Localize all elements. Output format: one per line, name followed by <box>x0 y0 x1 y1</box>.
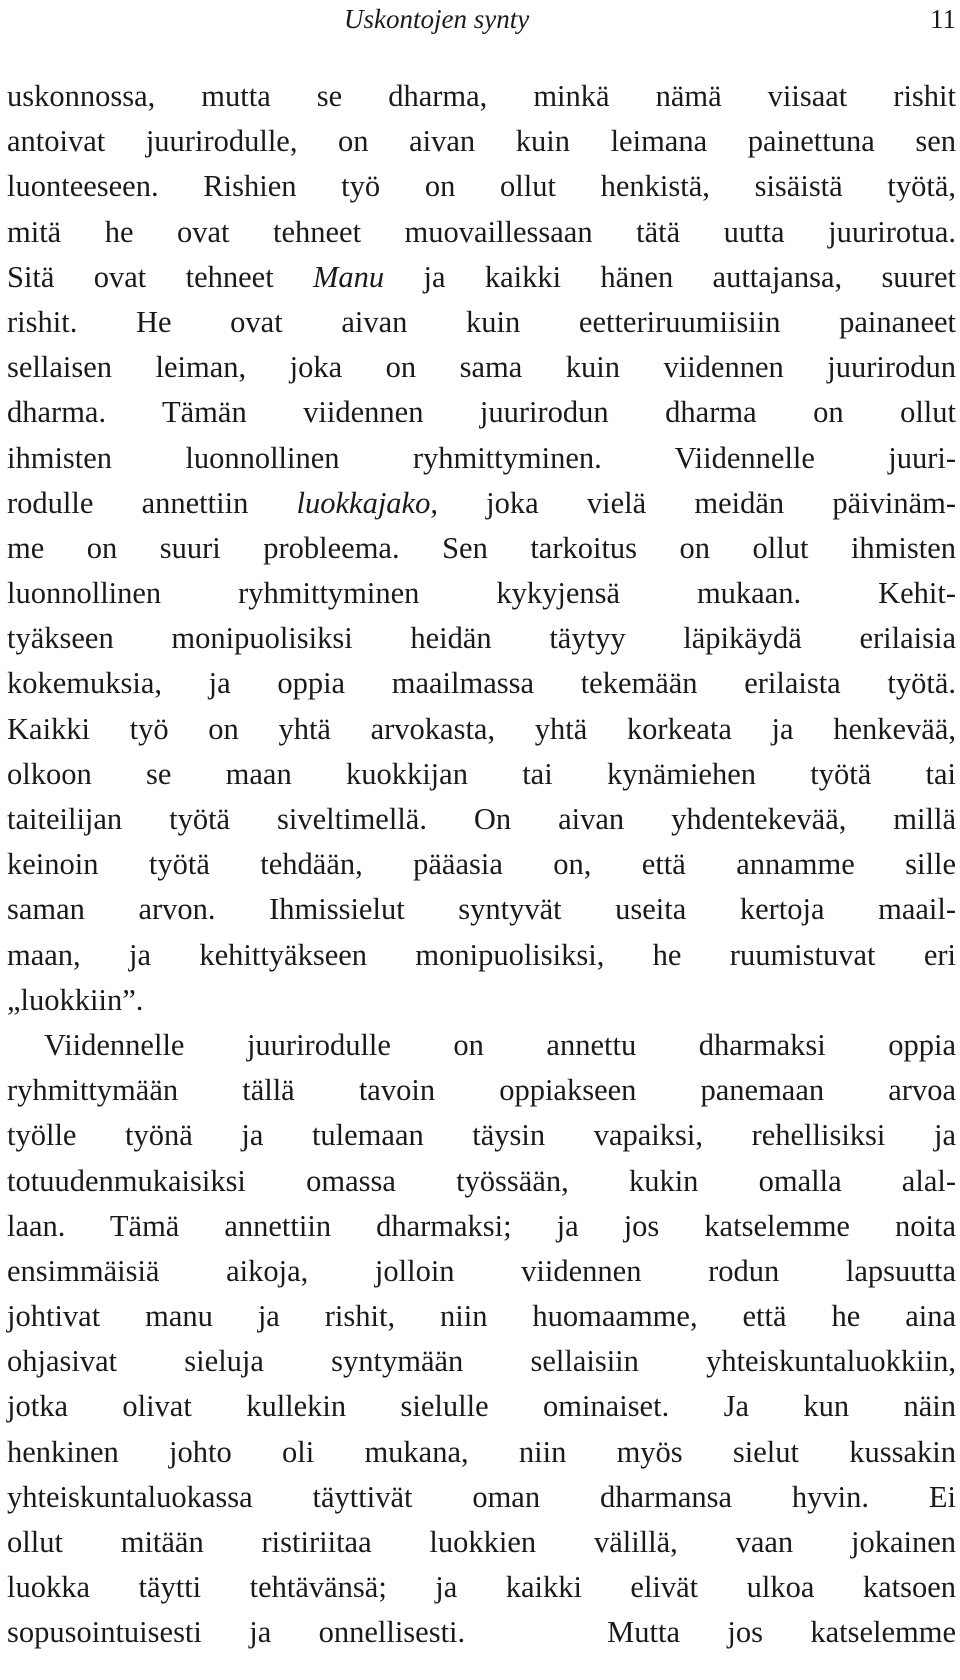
text-line: ohjasivat sieluja syntymään sellaisiin yhteiskuntaluokkiin, <box>7 1344 956 1379</box>
text-line: Viidennelle juurirodulle on annettu dharmaksi oppia <box>44 1027 956 1062</box>
italic-term: Manu <box>313 259 385 294</box>
text-line: saman arvon. Ihmissielut syntyvät useita kertoja maail- <box>7 892 956 927</box>
text-line: mitä he ovat tehneet muovaillessaan tätä uutta juurirotua. <box>7 214 956 249</box>
text-line: henkinen johto oli mukana, niin myös sielut kussakin <box>7 1434 956 1469</box>
text-line: totuudenmukaisiksi omassa työssään, kukin omalla alal- <box>7 1163 956 1198</box>
italic-term: luokkajako, <box>296 485 438 520</box>
text-line: olkoon se maan kuokkijan tai kynämiehen työtä tai <box>7 756 956 791</box>
page-number: 11 <box>930 4 956 34</box>
text-segment: Sitä ovat tehneet <box>7 259 313 294</box>
text-line: yhteiskuntaluokassa täyttivät oman dharmansa hyvin. Ei <box>7 1479 956 1514</box>
text-line: työlle työnä ja tulemaan täysin vapaiksi, rehellisiksi ja <box>7 1118 956 1153</box>
text-line: uskonnossa, mutta se dharma, minkä nämä viisaat rishit <box>7 79 956 113</box>
text-line: keinoin työtä tehdään, pääasia on, että annamme sille <box>7 847 956 882</box>
text-line <box>7 481 956 526</box>
running-title: Uskontojen synty <box>344 4 530 34</box>
text-line: laan. Tämä annettiin dharmaksi; ja jos katselemme noita <box>7 1208 956 1243</box>
text-line: ihmisten luonnollinen ryhmittyminen. Viidennelle juuri- <box>7 440 956 475</box>
text-line: taiteilijan työtä siveltimellä. On aivan yhdentekevää, millä <box>7 802 956 836</box>
text-line: sellaisen leiman, joka on sama kuin viidennen juurirodun <box>7 350 956 385</box>
text-line: Kaikki työ on yhtä arvokasta, yhtä korkeata ja henkevää, <box>7 711 956 746</box>
text-line: maan, ja kehittyäkseen monipuolisiksi, he ruumistuvat eri <box>7 937 956 972</box>
page-header <box>0 0 960 40</box>
text-line: jotka olivat kullekin sielulle ominaiset. Ja kun näin <box>7 1389 956 1424</box>
text-line: kokemuksia, ja oppia maailmassa tekemään erilaista työtä. <box>7 666 956 701</box>
text-segment: joka vielä meidän päivinäm- <box>437 485 956 520</box>
text-line: johtivat manu ja rishit, niin huomaamme, että he aina <box>7 1299 956 1334</box>
text-line: antoivat juurirodulle, on aivan kuin leimana painettuna sen <box>7 124 956 159</box>
text-line: „luokkiin”. <box>7 982 144 1017</box>
text-line: luokka täytti tehtävänsä; ja kaikki elivät ulkoa katsoen <box>7 1570 956 1605</box>
text-segment: rodulle annettiin <box>7 485 297 520</box>
text-line: luonnollinen ryhmittyminen kykyjensä mukaan. Kehit- <box>7 576 956 611</box>
text-line: luonteeseen. Rishien työ on ollut henkistä, sisäistä työtä, <box>7 169 956 204</box>
text-line: dharma. Tämän viidennen juurirodun dharma on ollut <box>7 395 956 430</box>
text-line: ensimmäisiä aikoja, jolloin viidennen rodun lapsuutta <box>7 1253 956 1288</box>
text-segment: ja kaikki hänen auttajansa, suuret <box>384 259 956 294</box>
text-line: me on suuri probleema. Sen tarkoitus on ollut ihmisten <box>7 530 956 565</box>
text-line: sopusointuisesti ja onnellisesti. Mutta jos katselemme <box>7 1615 956 1650</box>
text-line: ryhmittymään tällä tavoin oppiakseen panemaan arvoa <box>7 1073 956 1108</box>
text-line: rishit. He ovat aivan kuin eetteriruumiisiin painaneet <box>7 304 956 339</box>
text-line: ollut mitään ristiriitaa luokkien välillä, vaan jokainen <box>7 1525 956 1559</box>
text-line <box>7 255 956 300</box>
text-line: tyäkseen monipuolisiksi heidän täytyy läpikäydä erilaisia <box>7 621 956 656</box>
body-text <box>7 74 956 1656</box>
